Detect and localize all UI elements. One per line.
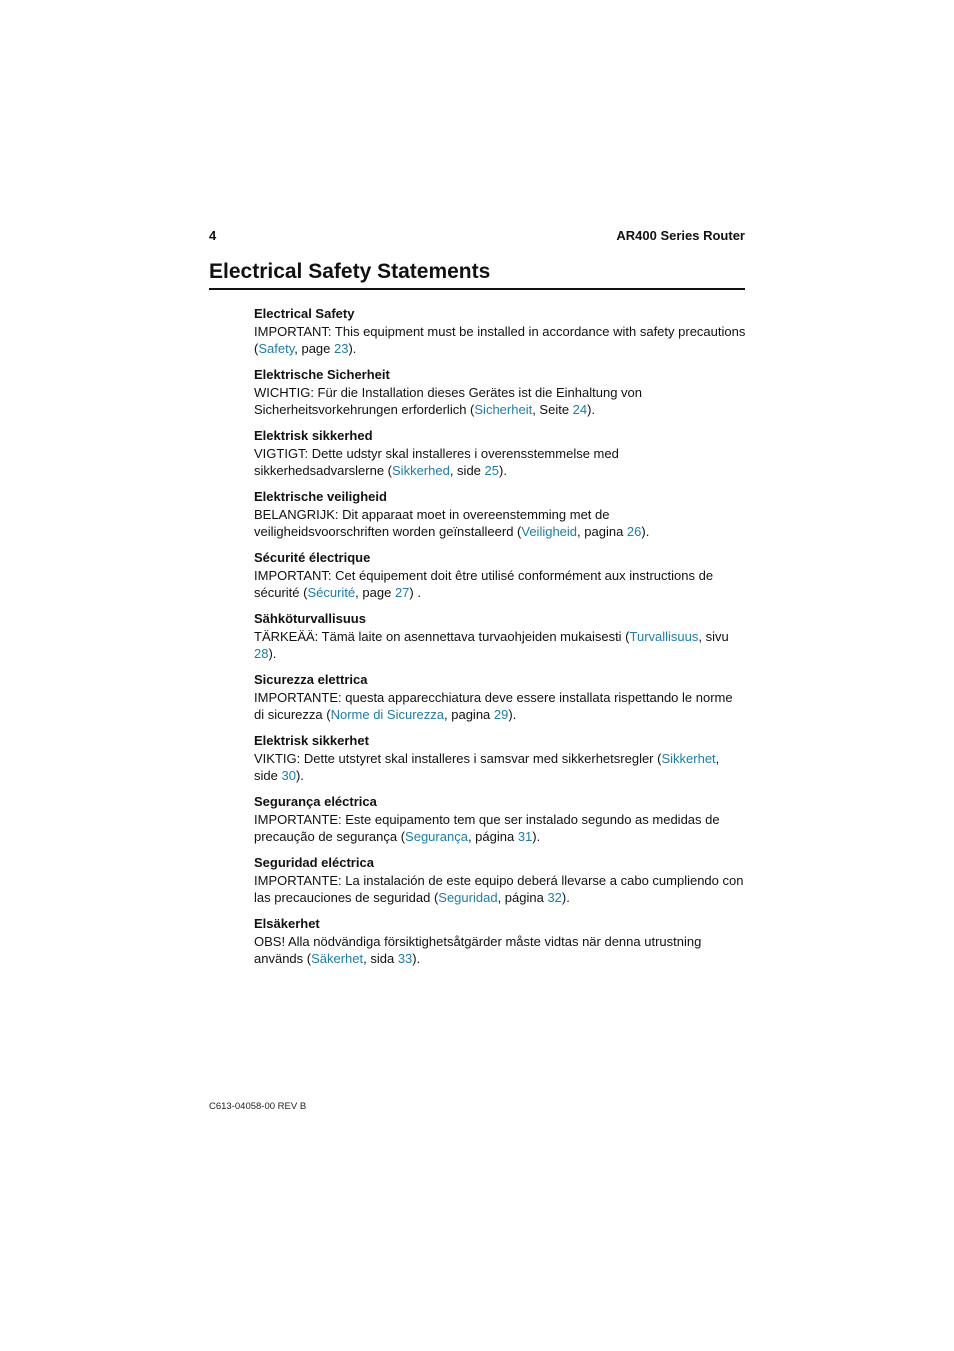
statement-text: , sivu	[698, 628, 729, 644]
statement-text: ).	[561, 890, 570, 905]
statement-text: ) .	[409, 585, 421, 600]
statement-text: TÄRKEÄÄ: Tämä laite on asennettava turvaohjeiden mukaisesti (	[254, 628, 630, 644]
cross-reference-link[interactable]: Sicherheit	[474, 402, 533, 417]
statement-text: , side	[254, 750, 720, 783]
statement-text: ).	[508, 707, 517, 722]
statement-text: VIGTIGT: Dette udstyr skal installeres i overensstemmelse med sikkerhedsadvarslerne (	[254, 445, 619, 478]
statement-swedish	[254, 915, 746, 968]
statement-text: BELANGRIJK: Dit apparaat moet in overeenstemming met de veiligheidsvoorschriften worden geïnstalleerd (	[254, 506, 610, 539]
statement-heading: Elektrische Sicherheit	[254, 367, 390, 382]
statement-text: WICHTIG: Für die Installation dieses Gerätes ist die Einhaltung von Sicherheitsvorkehrungen erforderlich (	[254, 384, 643, 417]
statement-body	[254, 384, 746, 419]
document-title: AR400 Series Router	[616, 228, 745, 243]
statement-text: IMPORTANTE: Este equipamento tem que ser instalado segundo as medidas de precaução de segurança (	[254, 811, 720, 844]
statement-text: , page	[294, 341, 334, 356]
statement-german	[254, 366, 746, 419]
statement-text: ).	[268, 646, 277, 661]
cross-reference-link[interactable]: Sikkerhed	[392, 463, 450, 478]
statement-text: VIKTIG: Dette utstyret skal installeres i samsvar med sikkerhetsregler (	[254, 750, 662, 766]
statement-text: , página	[467, 829, 518, 844]
statement-body	[254, 445, 746, 480]
statement-text: IMPORTANT: Cet équipement doit être utilisé conformément aux instructions de sécurité (	[254, 567, 714, 600]
statement-text: OBS! Alla nödvändiga försiktighetsåtgärder måste vidtas när denna utrustning används (	[254, 933, 702, 966]
cross-reference-link[interactable]: Turvallisuus	[629, 628, 699, 644]
statement-norwegian	[254, 732, 746, 785]
page-reference-link[interactable]: 28	[254, 646, 269, 661]
cross-reference-link[interactable]: Seguridad	[438, 890, 498, 905]
statement-finnish	[254, 610, 746, 663]
statement-heading: Sécurité électrique	[254, 550, 371, 565]
statement-text: , page	[355, 585, 395, 600]
page-reference-link[interactable]: 27	[394, 585, 410, 600]
page-reference-link[interactable]: 31	[517, 829, 533, 844]
statement-body	[254, 872, 746, 907]
cross-reference-link[interactable]: Segurança	[405, 829, 468, 844]
statement-text: , pagina	[444, 707, 494, 722]
safety-statements-list	[254, 305, 746, 976]
cross-reference-link[interactable]: Sikkerhet	[661, 750, 716, 766]
statement-heading: Elektrisk sikkerhed	[254, 428, 373, 443]
statement-text: ).	[532, 829, 541, 844]
statement-dutch	[254, 488, 746, 541]
cross-reference-link[interactable]: Safety	[258, 341, 295, 356]
statement-text: ).	[587, 402, 596, 417]
statement-text: ).	[498, 463, 507, 478]
statement-body	[254, 933, 746, 968]
statement-heading: Sähköturvallisuus	[254, 611, 366, 626]
statement-text: , side	[449, 463, 485, 478]
cross-reference-link[interactable]: Sécurité	[307, 585, 356, 600]
document-code: C613-04058-00 REV B	[209, 1101, 307, 1112]
page-reference-link[interactable]: 33	[397, 951, 413, 966]
statement-heading: Elektrische veiligheid	[254, 489, 387, 504]
statement-body	[254, 750, 746, 785]
page-reference-link[interactable]: 26	[626, 524, 642, 539]
statement-body	[254, 506, 746, 541]
page-reference-link[interactable]: 32	[547, 890, 562, 905]
statement-heading: Seguridad eléctrica	[254, 855, 374, 870]
page-reference-link[interactable]: 30	[281, 768, 296, 783]
statement-english	[254, 305, 746, 358]
cross-reference-link[interactable]: Säkerhet	[311, 951, 364, 966]
statement-text: IMPORTANTE: questa apparecchiatura deve essere installata rispettando le norme di sicurezza (	[254, 689, 733, 722]
page-reference-link[interactable]: 23	[334, 341, 349, 356]
statement-body	[254, 689, 746, 724]
section-title: Electrical Safety Statements	[209, 258, 745, 290]
statement-french	[254, 549, 746, 602]
statement-heading: Segurança eléctrica	[254, 794, 377, 809]
statement-heading: Elsäkerhet	[254, 916, 320, 931]
statement-body	[254, 811, 746, 846]
statement-body	[254, 628, 746, 663]
statement-spanish	[254, 854, 746, 907]
cross-reference-link[interactable]: Norme di Sicurezza	[330, 707, 445, 722]
page-reference-link[interactable]: 29	[493, 707, 509, 722]
statement-heading: Sicurezza elettrica	[254, 672, 368, 687]
statement-text: , página	[497, 890, 548, 905]
statement-text: IMPORTANT: This equipment must be installed in accordance with safety precautions (	[254, 323, 746, 356]
statement-heading: Elektrisk sikkerhet	[254, 733, 369, 748]
statement-text: , pagina	[577, 524, 627, 539]
page-header	[209, 228, 745, 246]
statement-text: , Seite	[532, 402, 573, 417]
cross-reference-link[interactable]: Veiligheid	[521, 524, 578, 539]
statement-portuguese	[254, 793, 746, 846]
statement-danish	[254, 427, 746, 480]
statement-text: ).	[641, 524, 650, 539]
statement-italian	[254, 671, 746, 724]
page-number: 4	[209, 228, 217, 243]
statement-body	[254, 567, 746, 602]
statement-text: IMPORTANTE: La instalación de este equipo deberá llevarse a cabo cumpliendo con las precauciones de seguridad (	[254, 872, 744, 905]
statement-text: ).	[348, 341, 357, 356]
page-reference-link[interactable]: 24	[572, 402, 588, 417]
statement-text: ).	[412, 951, 421, 966]
page-reference-link[interactable]: 25	[484, 463, 499, 478]
statement-heading: Electrical Safety	[254, 306, 355, 321]
statement-body	[254, 323, 746, 358]
statement-text: ).	[295, 768, 304, 783]
statement-text: , sida	[363, 951, 398, 966]
